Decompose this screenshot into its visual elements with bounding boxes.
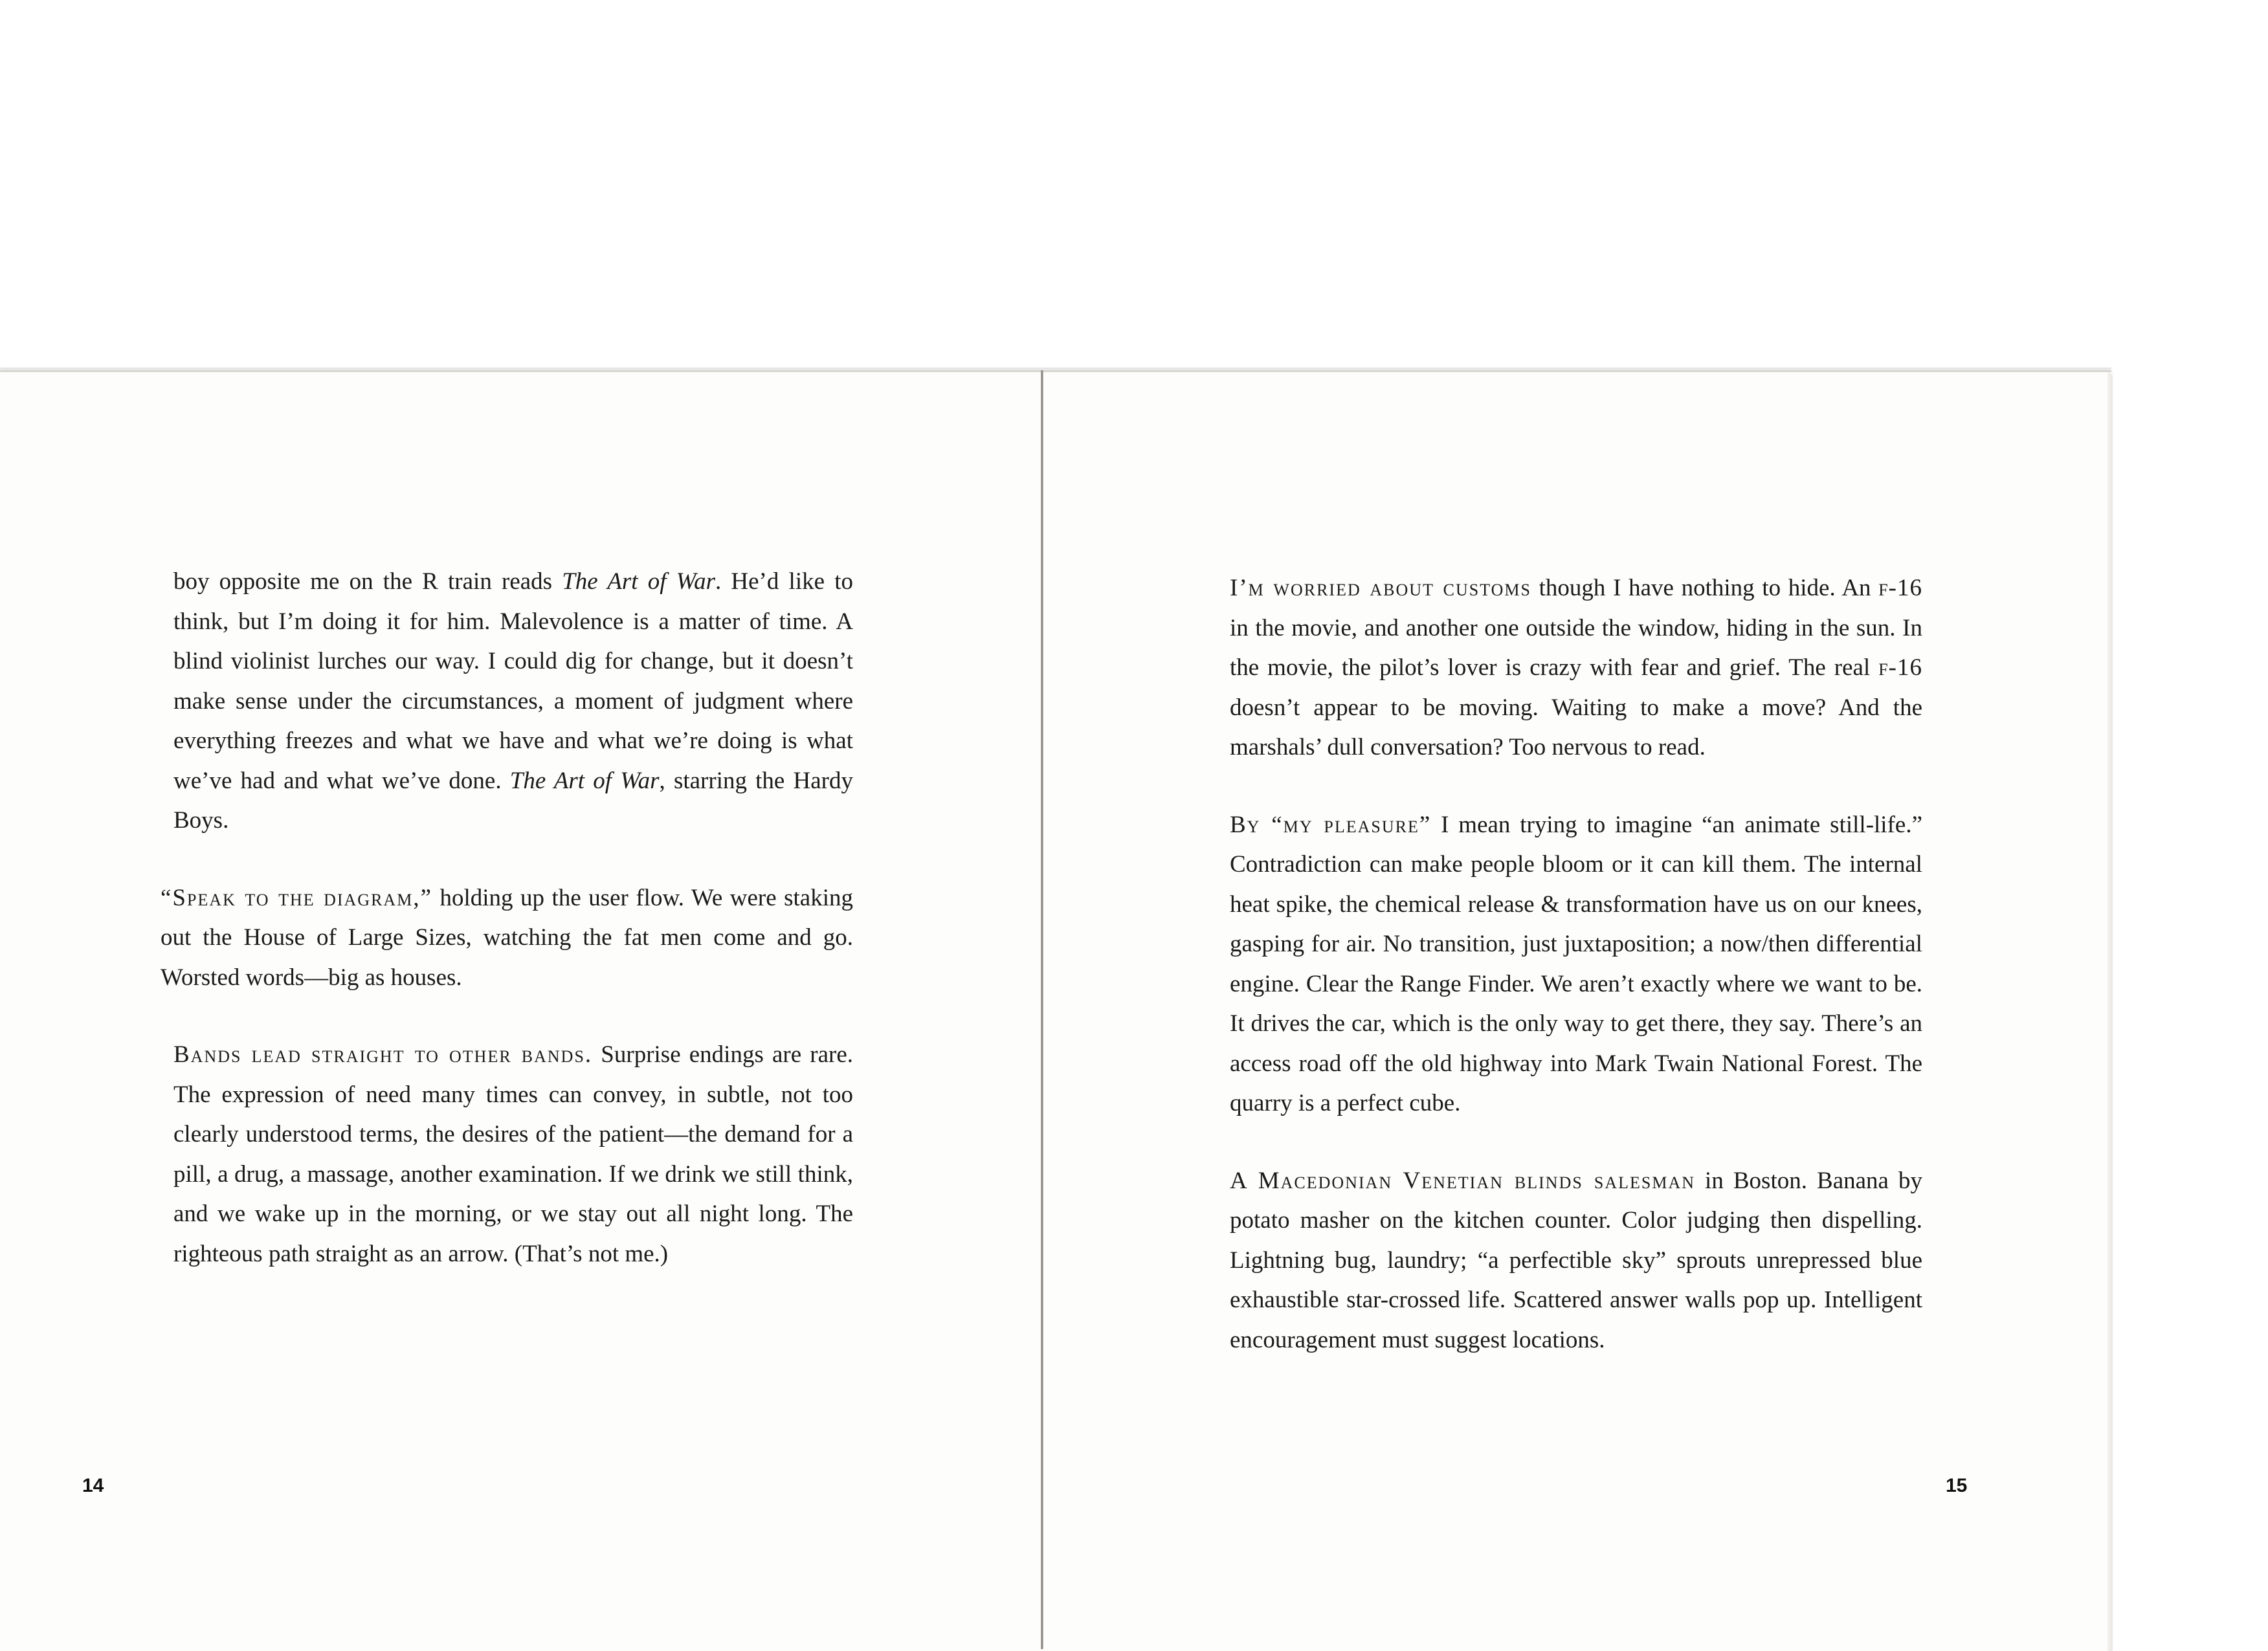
paragraph [1230, 805, 1922, 1124]
paragraph [1230, 568, 1922, 768]
paragraph-lead: I’m worried about customs [1230, 575, 1531, 601]
left-page-text [161, 562, 853, 1311]
italic-title: The Art of War [562, 568, 715, 595]
body-text: in Boston. Banana by potato masher on the kitchen counter. Color judging then dispelling. Lightning bug, laundry; “a perfectible sky” sprouts unrepressed blue exhaustible star-crossed life. Scattered answer walls pop up. Intelligent encouragement must suggest locations. [1230, 1167, 1922, 1353]
left-page [0, 370, 1041, 1649]
paragraph [1230, 1161, 1922, 1360]
body-text: I mean trying to imagine “an animate still-life.” Contradiction can make people bloom or it can kill them. The internal heat spike, the chemical release & transformation have us on our knees, gasping for air. No transition, just juxtaposition; a now/then differential engine. Clear the Range Finder. We aren’t exactly where we want to be. It drives the car, which is the only way to get there, they say. There’s an access road off the old highway into Mark Twain National Forest. The quarry is a perfect cube. [1230, 811, 1922, 1116]
body-text: f-16 [1878, 575, 1922, 601]
paragraph-lead: Bands lead straight to other bands. [173, 1041, 593, 1068]
right-page [1043, 370, 2111, 1649]
paragraph-lead: “Speak to the diagram,” [161, 884, 432, 911]
paragraph [161, 878, 853, 998]
body-text: f-16 [1878, 654, 1922, 681]
italic-title: The Art of War [509, 767, 660, 794]
right-page-text [1230, 568, 1922, 1397]
body-text: boy opposite me on the R train reads [173, 568, 562, 595]
paragraph [173, 562, 853, 841]
body-text: though I have nothing to hide. An [1531, 575, 1879, 601]
body-text: in the movie, and another one outside the window, hiding in the sun. In the movie, the pilot’s lover is crazy with fear and grief. The real [1230, 614, 1922, 681]
body-text: holding up the user flow. We were staking out the House of Large Sizes, watching the fat men come and go. Worsted words—big as houses. [161, 884, 853, 991]
left-page-number: 14 [82, 1475, 104, 1496]
paragraph [173, 1035, 853, 1274]
body-text: doesn’t appear to be moving. Waiting to make a move? And the marshals’ dull conversation? Too nervous to read. [1230, 694, 1922, 760]
body-text: . He’d like to think, but I’m doing it for him. Malevolence is a matter of time. A blind violinist lurches our way. I could dig for change, but it doesn’t make sense under the circumstances, a moment of judgment where everything freezes and what we have and what we’re doing is what we’ve had and what we’ve done. [173, 568, 853, 794]
right-page-number: 15 [1946, 1475, 1968, 1496]
body-text: Surprise endings are rare. The expression of need many times can convey, in subtle, not too clearly understood terms, the desires of the patient—the demand for a pill, a drug, a massage, another examination. If we drink we still think, and we wake up in the morning, or we stay out all night long. The righteous path straight as an arrow. (That’s not me.) [173, 1041, 853, 1267]
body-text: , starring the Hardy Boys. [173, 767, 853, 834]
paragraph-lead: A Macedonian Venetian blinds salesman [1230, 1167, 1695, 1194]
paragraph-lead: By “my pleasure” [1230, 811, 1432, 838]
